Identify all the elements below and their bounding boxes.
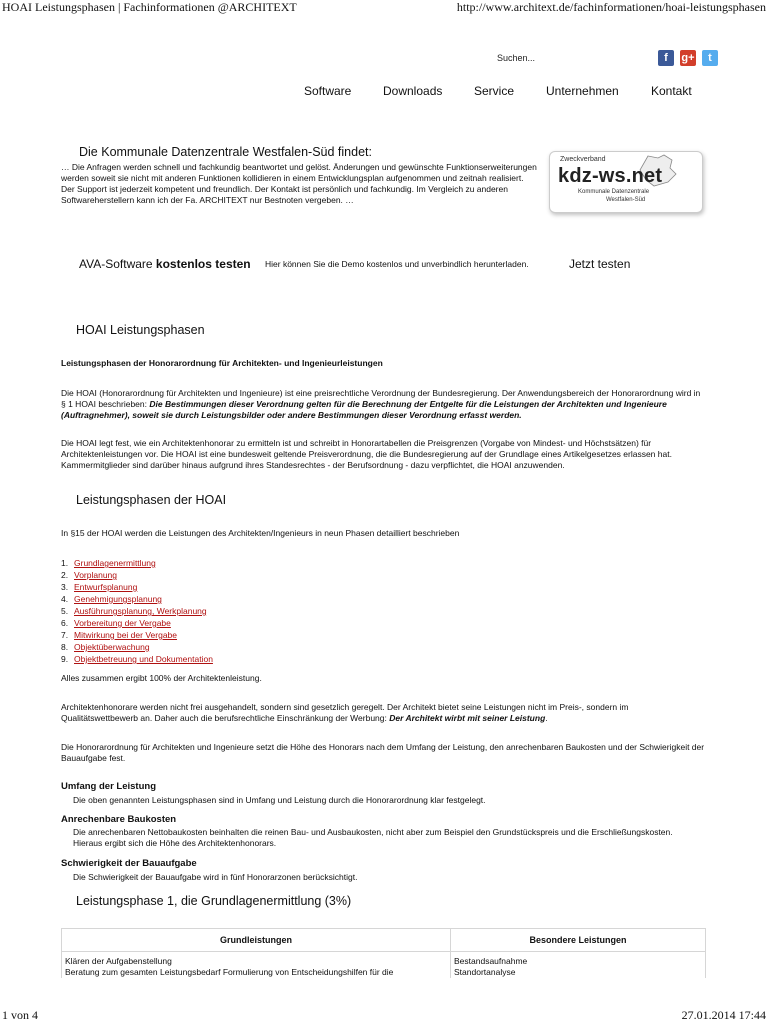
list-item-number: 1. (61, 558, 69, 568)
article-subtitle: Leistungsphasen der Honorarordnung für Architekten- und Ingenieurleistungen (61, 358, 383, 368)
print-page-number: 1 von 4 (2, 1008, 38, 1022)
list-item-number: 8. (61, 642, 69, 652)
table-item: Beratung zum gesamten Leistungsbedarf Formulierung von Entscheidungshilfen für die (65, 967, 394, 977)
paragraph-hoai-intro (61, 388, 706, 421)
print-datetime: 27.01.2014 17:44 (681, 1008, 766, 1022)
list-item (61, 581, 213, 593)
list-item-number: 2. (61, 570, 69, 580)
nav-item-kontakt[interactable]: Kontakt (651, 84, 692, 98)
list-item (61, 605, 213, 617)
list-item-number: 5. (61, 606, 69, 616)
list-item (61, 617, 213, 629)
testimonial-heading: Die Kommunale Datenzentrale Westfalen-Süd findet: (79, 145, 372, 159)
search-input[interactable]: Suchen... (497, 53, 536, 63)
promo-headline (79, 257, 251, 271)
promo-bold: kostenlos testen (155, 257, 251, 271)
facebook-icon[interactable]: f (658, 50, 674, 66)
definition-title-costs: Anrechenbare Baukosten (61, 814, 177, 825)
paragraph-hoai-details: Die HOAI legt fest, wie ein Architektenhonorar zu ermitteln ist und schreibt in Honorartabellen die Preisgrenzen (Vorgabe von Mindest- und Höchstsätzen) für Architektenleistungen vor. Die HOAI ist eine bundesweit geltende Preisverordnung, die die Bundesregierung auf der Grundlage eines Artikelgesetzes erlassen hat. Kammermitglieder sind darüber hinaus aufgrund ihres Standesrechtes - der Berufsordnung - dazu verpflichtet, die HOAI anzuwenden. (61, 438, 672, 470)
list-item (61, 557, 213, 569)
paragraph-fees (61, 702, 706, 724)
paragraph-fees-end: . (545, 713, 548, 723)
list-item-number: 9. (61, 654, 69, 664)
phase-list (61, 557, 213, 665)
promo-note: Hier können Sie die Demo kostenlos und unverbindlich herunterladen. (265, 259, 529, 269)
phase-link[interactable]: Vorplanung (74, 570, 118, 580)
page-title: HOAI Leistungsphasen (76, 323, 205, 337)
section-heading-phase-1: Leistungsphase 1, die Grundlagenermittlung (3%) (76, 894, 352, 908)
nav-item-unternehmen[interactable]: Unternehmen (546, 84, 619, 98)
kdz-logo (549, 151, 703, 213)
list-item (61, 569, 213, 581)
paragraph-total: Alles zusammen ergibt 100% der Architektenleistung. (61, 673, 262, 683)
table-item: Klären der Aufgabenstellung (65, 956, 172, 966)
table-header-basic: Grundleistungen (62, 929, 451, 952)
promo-prefix: AVA-Software (79, 257, 156, 271)
try-now-button[interactable]: Jetzt testen (569, 257, 631, 271)
list-item-number: 6. (61, 618, 69, 628)
phase-link[interactable]: Vorbereitung der Vergabe (74, 618, 171, 628)
list-item-number: 4. (61, 594, 69, 604)
table-header-special: Besondere Leistungen (451, 929, 706, 952)
definition-text-difficulty: Die Schwierigkeit der Bauaufgabe wird in fünf Honorarzonen berücksichtigt. (73, 872, 358, 882)
print-page-title: HOAI Leistungsphasen | Fachinformationen @ARCHITEXT (2, 0, 297, 14)
phase-link[interactable]: Genehmigungsplanung (74, 594, 162, 604)
list-item-number: 3. (61, 582, 69, 592)
nav-item-service[interactable]: Service (474, 84, 515, 98)
list-item (61, 653, 213, 665)
table-item: Standortanalyse (454, 967, 516, 977)
phase-link[interactable]: Mitwirkung bei der Vergabe (74, 630, 178, 640)
list-item (61, 641, 213, 653)
list-item (61, 593, 213, 605)
table-item: Bestandsaufnahme (454, 956, 528, 966)
google-plus-icon[interactable]: g+ (681, 52, 695, 64)
definition-title-scope: Umfang der Leistung (61, 781, 157, 792)
logo-sub-text-1: Kommunale Datenzentrale (578, 189, 650, 195)
testimonial-text: … Die Anfragen werden schnell und fachkundig beantwortet und gelöst. Änderungen und gewünschte Funktionserweiterungen werden soweit sie nicht mit anderen Funktionen kollidieren in einem Entwicklungsplan aufgenommen und zeitnah realisiert. Der Support ist jederzeit kompetent und freundlich. Der Kontakt ist persönlich und fachkundig. Im Vergleich zu anderen Softwareherstellern kann ich der Fa. ARCHITEXT nur Bestnoten vergeben. … (61, 162, 537, 205)
list-item (61, 629, 213, 641)
paragraph-fees-quote: Der Architekt wirbt mit seiner Leistung (389, 713, 546, 723)
definition-title-difficulty: Schwierigkeit der Bauaufgabe (61, 858, 197, 869)
definition-text-scope: Die oben genannten Leistungsphasen sind in Umfang und Leistung durch die Honorarordnung klar festgelegt. (73, 795, 486, 805)
phase-link[interactable]: Ausführungsplanung, Werkplanung (74, 606, 207, 616)
phase-link[interactable]: Objektbetreuung und Dokumentation (74, 654, 213, 664)
nav-item-software[interactable]: Software (304, 84, 352, 98)
paragraph-phases-intro: In §15 der HOAI werden die Leistungen des Architekten/Ingenieurs in neun Phasen detailliert beschrieben (61, 528, 460, 538)
list-item-number: 7. (61, 630, 69, 640)
paragraph-hoai-quote: Die Bestimmungen dieser Verordnung gelten für die Berechnung der Entgelte für die Leistungen der Architekten und Ingenieure (Auftragnehmer), soweit sie durch Leistungsbilder oder andere Bestimmungen dieser Verordnung erfasst werden. (61, 399, 667, 420)
table-cell-special (451, 952, 706, 979)
print-page-url: http://www.architext.de/fachinformationen/hoai-leistungsphasen (456, 0, 766, 14)
twitter-icon[interactable]: t (702, 50, 718, 66)
definition-text-costs: Die anrechenbaren Nettobaukosten beinhalten die reinen Bau- und Ausbaukosten, nicht aber zum Beispiel den Grundstückspreis und die Erschließungskosten. Hieraus ergibt sich die Höhe des Architektenhonorars. (73, 827, 673, 848)
logo-top-text: Zweckverband (560, 156, 606, 163)
nav-item-downloads[interactable]: Downloads (383, 84, 443, 98)
phase-link[interactable]: Grundlagenermittlung (74, 558, 156, 568)
logo-main-text: kdz-ws.net (558, 165, 663, 187)
paragraph-fee-factors: Die Honorarordnung für Architekten und Ingenieure setzt die Höhe des Honorars nach dem Umfang der Leistung, den anrechenbaren Baukosten und der Schwierigkeit der Bauaufgabe fest. (61, 742, 705, 763)
phase-link[interactable]: Entwurfsplanung (74, 582, 138, 592)
section-heading-phases: Leistungsphasen der HOAI (76, 493, 227, 507)
phase-1-table (61, 928, 706, 978)
table-cell-basic (62, 952, 451, 979)
paragraph-fees-text: Architektenhonorare werden nicht frei ausgehandelt, sondern sind gesetzlich geregelt. Der Architekt bietet seine Leistungen nicht im Preis-, sondern im Qualitätswettbewerb an. Daher auch die berufsrechtliche Einschränkung der Werbung: (61, 702, 629, 723)
logo-sub-text-2: Westfalen-Süd (606, 197, 646, 203)
paragraph-hoai-intro-text: Die HOAI (Honorarordnung für Architekten und Ingenieure) ist eine preisrechtliche Verordnung der Bundesregierung. Der Anwendungsbereich der Honorarordnung wird in § 1 HOAI beschrieben: (61, 388, 701, 409)
phase-link[interactable]: Objektüberwachung (74, 642, 150, 652)
